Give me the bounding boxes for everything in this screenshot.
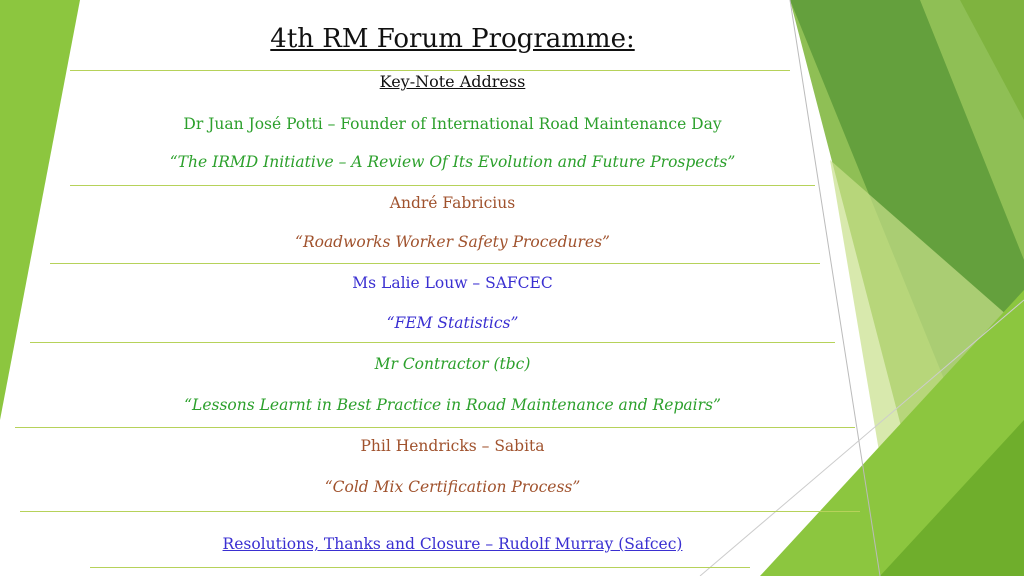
divider-1 (70, 185, 815, 186)
entry-1-topic: “The IRMD Initiative – A Review Of Its Evolution and Future Prospects” (169, 153, 736, 171)
entry-5-speaker: Phil Hendricks – Sabita (360, 437, 545, 455)
entry-4-speaker: Mr Contractor (tbc) (374, 355, 531, 373)
entry-2-topic: “Roadworks Worker Safety Procedures” (295, 233, 610, 251)
entry-4-topic: “Lessons Learnt in Best Practice in Road Maintenance and Repairs” (184, 396, 721, 414)
title-divider (70, 70, 790, 71)
divider-5 (20, 511, 860, 512)
entry-1-speaker: Dr Juan José Potti – Founder of International Road Maintenance Day (183, 115, 722, 133)
closing-session: Resolutions, Thanks and Closure – Rudolf Murray (Safcec) (222, 535, 683, 553)
divider-3 (30, 342, 835, 343)
entry-2-speaker: André Fabricius (389, 194, 516, 212)
divider-4 (15, 427, 855, 428)
slide-title: 4th RM Forum Programme: (270, 24, 635, 54)
divider-6 (90, 567, 750, 568)
entry-5-topic: “Cold Mix Certification Process” (324, 478, 581, 496)
entry-3-speaker: Ms Lalie Louw – SAFCEC (352, 274, 553, 292)
keynote-heading: Key-Note Address (379, 72, 526, 91)
divider-2 (50, 263, 820, 264)
entry-3-topic: “FEM Statistics” (386, 314, 519, 332)
